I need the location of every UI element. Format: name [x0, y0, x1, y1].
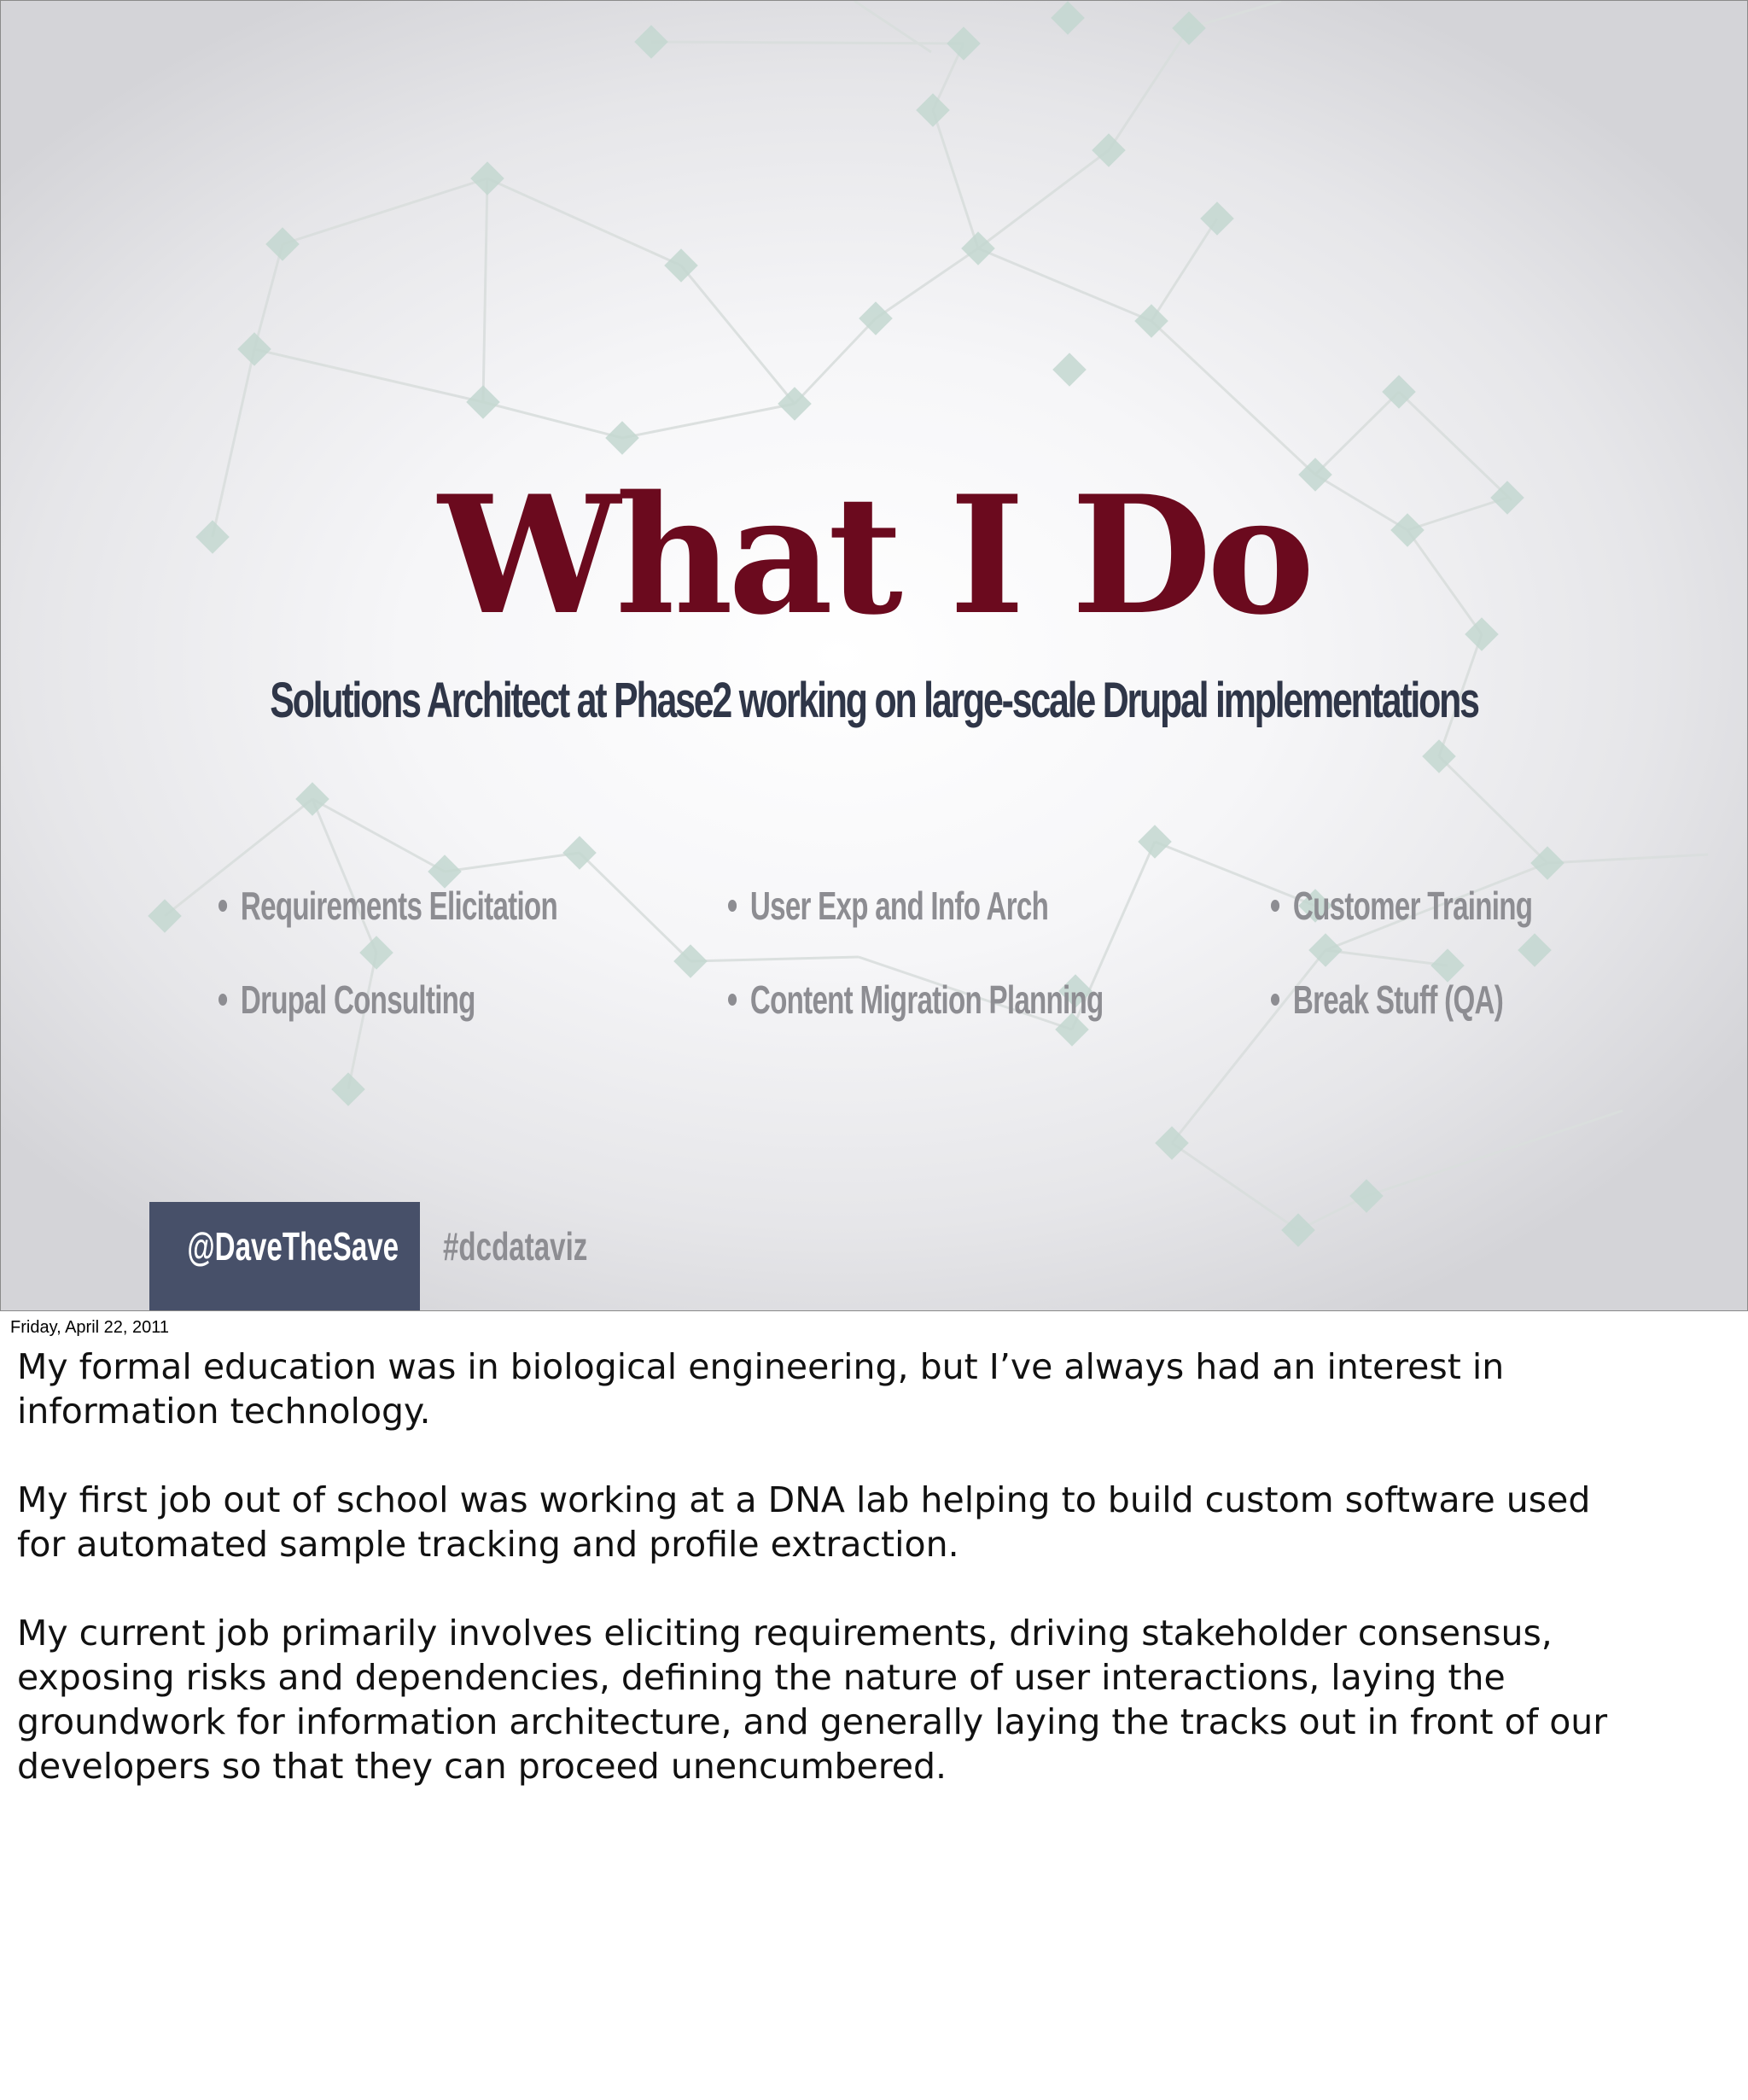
- bullet-label: Drupal Consulting: [240, 977, 475, 1022]
- bullet-label: Break Stuff (QA): [1292, 977, 1504, 1022]
- twitter-handle: @DaveTheSave: [187, 1224, 399, 1269]
- bullet-label: User Exp and Info Arch: [749, 884, 1049, 928]
- slide-subtitle: Solutions Architect at Phase2 working on large-scale Drupal implementations: [270, 673, 1478, 728]
- bullet-label: Content Migration Planning: [749, 977, 1104, 1022]
- bullet-item: [728, 876, 1072, 936]
- bullet-item: [218, 876, 562, 936]
- twitter-handle-box: [149, 1202, 420, 1311]
- notes-paragraph: My first job out of school was working at a DNA lab helping to build custom software used for automated sample tracking and profile extraction.: [17, 1479, 1591, 1565]
- bullet-item: [1271, 876, 1615, 936]
- bullet-label: Customer Training: [1292, 884, 1533, 928]
- notes-paragraph: My formal education was in biological engineering, but I’ve always had an interest in information technology.: [17, 1346, 1505, 1432]
- bullet-dot-icon: [1271, 900, 1279, 912]
- slide-date: Friday, April 22, 2011: [10, 1318, 170, 1337]
- bullet-dot-icon: [728, 900, 737, 912]
- speaker-notes: [17, 1345, 1724, 1833]
- network-background-graphic: [1, 1, 1747, 1310]
- bullet-label: Requirements Elicitation: [240, 884, 557, 928]
- bullet-dot-icon: [218, 994, 227, 1006]
- slide-title: What I Do: [438, 460, 1310, 650]
- bullet-item: [728, 970, 1104, 1030]
- hashtag: #dcdataviz: [443, 1224, 588, 1269]
- bullet-dot-icon: [218, 900, 227, 912]
- bullet-item: [218, 970, 562, 1030]
- bullet-dot-icon: [1271, 994, 1279, 1006]
- bullet-item: [1271, 970, 1615, 1030]
- bullet-dot-icon: [728, 994, 737, 1006]
- notes-paragraph: My current job primarily involves eliciting requirements, driving stakeholder consensus, exposing risks and dependencies, defining the nature of user interactions, laying the groundwork for information architecture, and generally laying the tracks out in front of our developers so that they can proceed unencumbered.: [17, 1613, 1608, 1787]
